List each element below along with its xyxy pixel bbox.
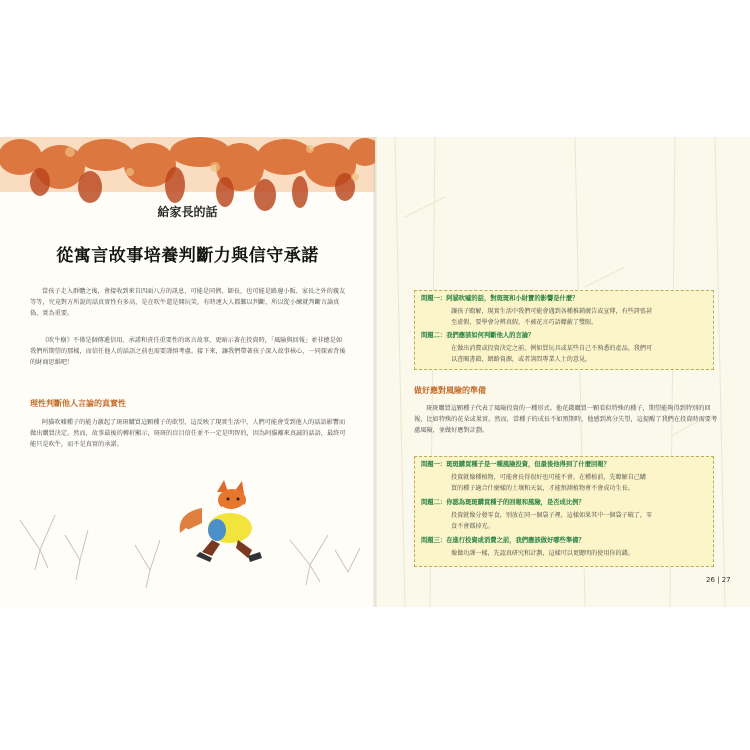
bird-sketch-illustration [10,500,370,600]
page-numbers: 26 | 27 [706,576,731,584]
answer-5-line-1: 像做功課一樣，先認真研究和計劃，這樣可以更聰明的使用你的錢。 [451,550,634,557]
answer-4-line-1: 投資就像分發零食，別放在同一個袋子裡，這樣如果其中一個袋子破了，零 [451,512,653,519]
question-box-1 [414,290,714,370]
answer-3-line-2: 買的種子適合什麼樣的土壤和天氣，才能預測植物會不會成功生長。 [451,485,634,492]
page-subtitle: 給家長的話 [157,205,218,219]
section-body-2: 斑斑購買這顆種子代表了風險投資的一種形式。他花錢購買一顆看似特殊的種子，期望能夠得到特別的回報，比如特殊的花朵或果實。然而，當種子的成長不如預期時，他感到萬分失望，這提醒了我們在投資時需要考慮風險，並做好應對計劃。 [414,405,718,434]
question-5: 問題三：在進行投資或消費之前，我們應該做好哪些準備？ [421,537,585,544]
intro-paragraph-2: 《吹牛樹》不僅是個傳遞信用、承諾和責任重要性的寓言故事，更暗示著在投資時，「風險與回報」並非總是如我們所期望的那樣，而信任他人的話語之前也需要謹慎考慮。接下來，讓我們帶著孩子深入故事核心，一同探索背後的財商思維吧！ [30,337,346,366]
section-body-1: 阿貓吹嘘種子的能力激起了斑斑購買這顆種子的欲望，這反映了現實生活中，人們可能會受到他人的話語影響而做出購買決定。然而，故事最後的轉折顯示，斑斑的盲目信任並不一定是明智的，因為阿貓離來真誠的話語，最終可能只是吹牛，而不是真實的承諾。 [30,419,346,448]
question-4: 問題二：你認為斑斑購買種子的回報和風險，是否成比例？ [421,499,585,506]
question-1: 問題一：阿貓吹噓的話，對斑斑和小財寶的影響是什麼？ [421,295,579,302]
section-heading-1: 理性判斷他人言論的真實性 [30,399,126,408]
answer-2-line-1: 在做出消費或投資決定之前，例如買玩具或某些自己不熟悉的產品，我們可 [451,345,653,352]
answer-1-line-1: 讓孩子瞭解，現實生活中我們可能會遇到各種推銷廣告或宣傳，有些誇張甚 [451,308,653,315]
answer-2-line-2: 以查閱書籍、網路資源，或者詢問專業人士的意見。 [451,356,592,363]
section-heading-2: 做好應對風險的準備 [414,386,486,395]
page-title: 從寓言故事培養判斷力與信守承諾 [56,246,319,266]
question-box-2 [414,456,714,567]
answer-4-line-2: 食不會都掉光。 [451,523,494,530]
question-3: 問題一：斑斑購買種子是一種風險投資，但最後他得到了什麼回報？ [421,461,610,468]
intro-paragraph-1: 當孩子走入群體之後，會接收到來自四面八方的訊息，可能是同儕、師長，也可能是路邊小販、家長之外的親友等等，究竟對方所說的話真實性有多高，是在吹牛還是開玩笑，有時連大人都難以判斷，所以從小練就判斷言論真偽，實為重要。 [30,288,346,317]
answer-3-line-1: 投資就像種植物，可能會長得很好也可能不會。在種植前，先瞭解自己購 [451,474,646,481]
answer-1-line-2: 至虛假，要學會分辨真假，不被花言巧語矇蔽了雙眼。 [451,319,598,326]
question-2: 問題二：我們應該如何判斷他人的言論？ [421,332,535,339]
